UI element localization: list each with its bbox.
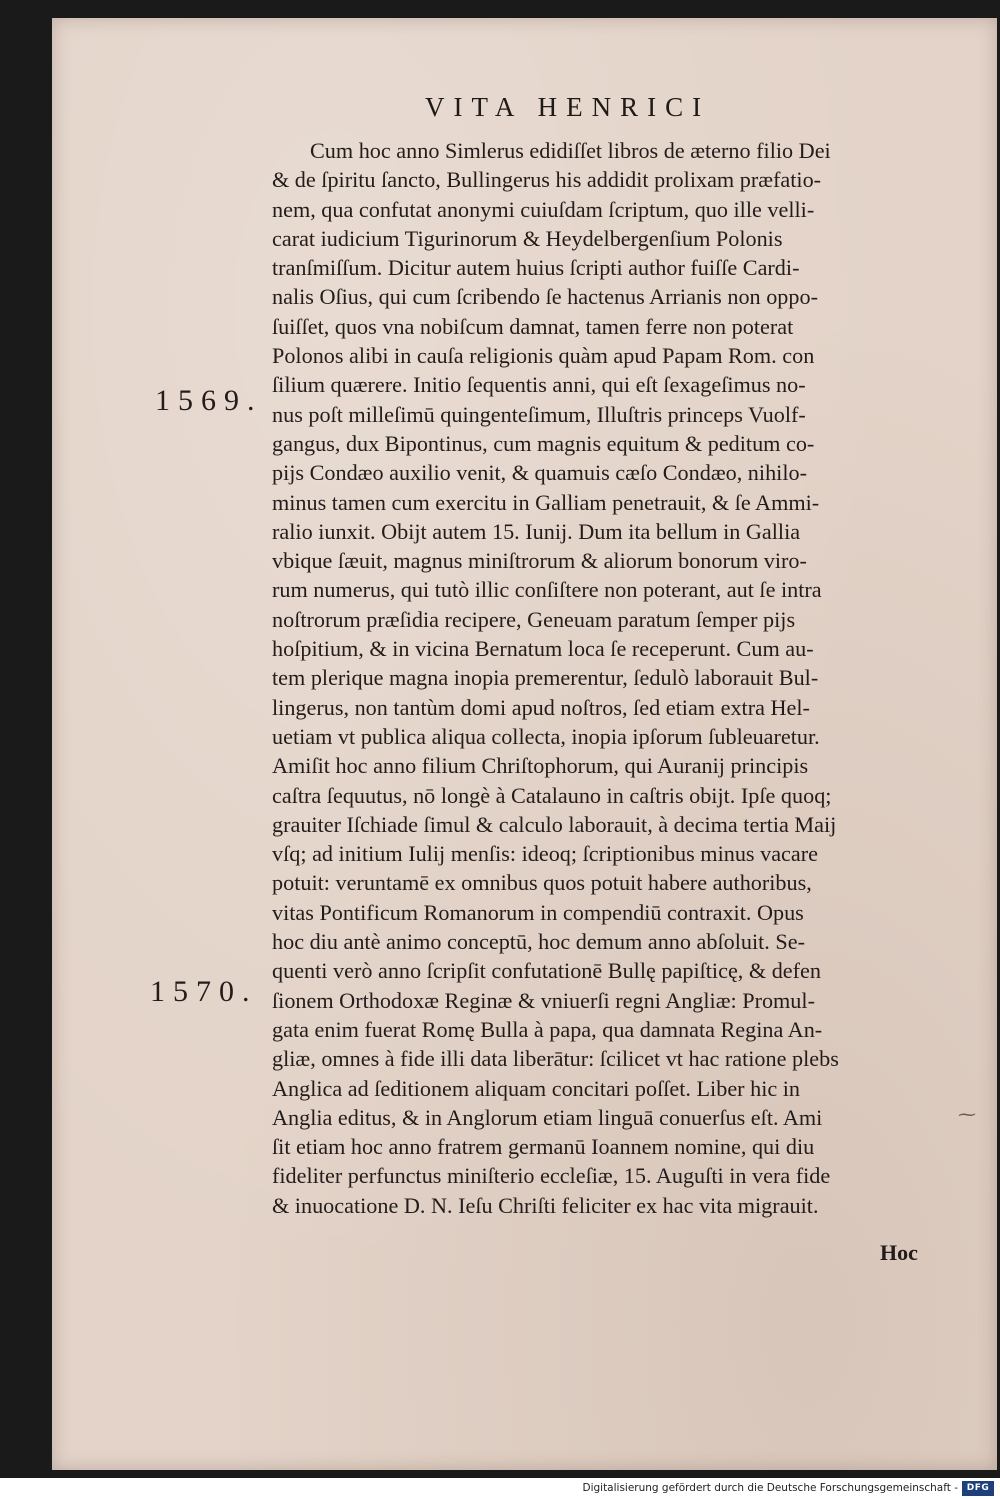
text-line: Anglica ad ſeditionem aliquam concitari poſſet. Liber hic in — [272, 1075, 801, 1101]
text-line: vbique ſæuit, magnus miniſtrorum & aliorum bonorum viro- — [272, 548, 807, 574]
text-line: carat iudicium Tigurinorum & Heydelbergenſium Polonis — [272, 225, 783, 251]
running-head: VITA HENRICI — [425, 92, 711, 122]
margin-year-1569: 1569. — [155, 384, 263, 417]
text-line: grauiter Iſchiade ſimul & calculo laborauit, à decima tertia Maij — [272, 811, 837, 837]
text-line: tranſmiſſum. Dicitur autem huius ſcripti author fuiſſe Cardi- — [272, 255, 800, 281]
text-line: nalis Oſius, qui cum ſcribendo ſe hactenus Arrianis non oppo- — [272, 284, 818, 310]
text-line: nem, qua confutat anonymi cuiuſdam ſcriptum, quo ille velli- — [272, 196, 815, 222]
catchword: Hoc — [880, 1240, 918, 1265]
page-edge-mark: ⁓ — [958, 1104, 976, 1125]
text-line: & de ſpiritu ſancto, Bullingerus his addidit prolixam præfatio- — [272, 167, 822, 193]
text-line: Amiſit hoc anno filium Chriſtophorum, qui Auranij principis — [272, 753, 809, 779]
footer-bar — [0, 1478, 1000, 1499]
text-line: Cum hoc anno Simlerus edidiſſet libros de æterno filio Dei — [310, 138, 831, 163]
text-line: Anglia editus, & in Anglorum etiam linguā conuerſus eſt. Ami — [272, 1104, 823, 1130]
text-line: ſilium quærere. Initio ſequentis anni, qui eſt ſexageſimus no- — [272, 372, 806, 398]
text-line: gliæ, omnes à fide illi data liberātur: ſcilicet vt hac ratione plebs — [272, 1046, 839, 1072]
text-line: lingerus, non tantùm domi apud noſtros, ſed etiam extra Hel- — [272, 694, 810, 720]
text-line: rum numerus, qui tutò illic conſiſtere non poterant, aut ſe intra — [272, 577, 822, 603]
text-line: hoc diu antè animo conceptū, hoc demum anno abſoluit. Se- — [272, 929, 805, 955]
dfg-logo-icon: DFG — [962, 1481, 994, 1496]
text-line: gata enim fuerat Romę Bulla à papa, qua damnata Regina An- — [272, 1016, 823, 1042]
margin-year-1570: 1570. — [150, 975, 258, 1008]
text-line: pijs Condæo auxilio venit, & quamuis cæſo Condæo, nihilo- — [272, 460, 807, 486]
text-line: hoſpitium, & in vicina Bernatum loca ſe receperunt. Cum au- — [272, 636, 814, 662]
text-line: fideliter perfunctus miniſterio eccleſiæ, 15. Auguſti in vera fide — [272, 1163, 831, 1189]
text-line: quenti verò anno ſcripſit confutationē Bullę papiſticę, & defen — [272, 958, 821, 984]
text-line: ſit etiam hoc anno fratrem germanū Ioannem nomine, qui diu — [272, 1134, 815, 1160]
text-line: gangus, dux Bipontinus, cum magnis equitum & peditum co- — [272, 430, 815, 456]
text-line: caſtra ſequutus, nō longè à Catalauno in caſtris obijt. Ipſe quoq; — [272, 782, 832, 808]
text-line: tem plerique magna inopia premerentur, ſedulò laborauit Bul- — [272, 665, 819, 691]
text-line: vſq; ad initium Iulij menſis: ideoq; ſcriptionibus minus vacare — [272, 841, 818, 867]
text-line: uetiam vt publica aliqua collecta, inopia ipſorum ſubleuaretur. — [272, 723, 820, 749]
text-line: ralio iunxit. Obijt autem 15. Iunij. Dum ita bellum in Gallia — [272, 518, 801, 544]
text-line: nus poſt milleſimū quingenteſimum, Illuſtris princeps Vuolf- — [272, 401, 806, 427]
text-line: & inuocatione D. N. Ieſu Chriſti feliciter ex hac vita migrauit. — [272, 1192, 819, 1218]
text-line: ſuiſſet, quos vna nobiſcum damnat, tamen ferre non poterat — [272, 313, 794, 339]
text-line: vitas Pontificum Romanorum in compendiū contraxit. Opus — [272, 899, 804, 925]
body-text — [272, 136, 940, 1220]
text-line: Polonos alibi in cauſa religionis quàm apud Papam Rom. con — [272, 343, 815, 369]
text-line: noſtrorum præſidia recipere, Geneuam paratum ſemper pijs — [272, 606, 796, 632]
text-line: potuit: veruntamē ex omnibus quos potuit habere authoribus, — [272, 870, 812, 896]
text-line: ſionem Orthodoxæ Reginæ & vniuerſi regni Angliæ: Promul- — [272, 987, 815, 1013]
funding-credit: Digitalisierung gefördert durch die Deutsche Forschungsgemeinschaft - — [582, 1482, 958, 1494]
text-line: minus tamen cum exercitu in Galliam penetrauit, & ſe Ammi- — [272, 489, 820, 515]
